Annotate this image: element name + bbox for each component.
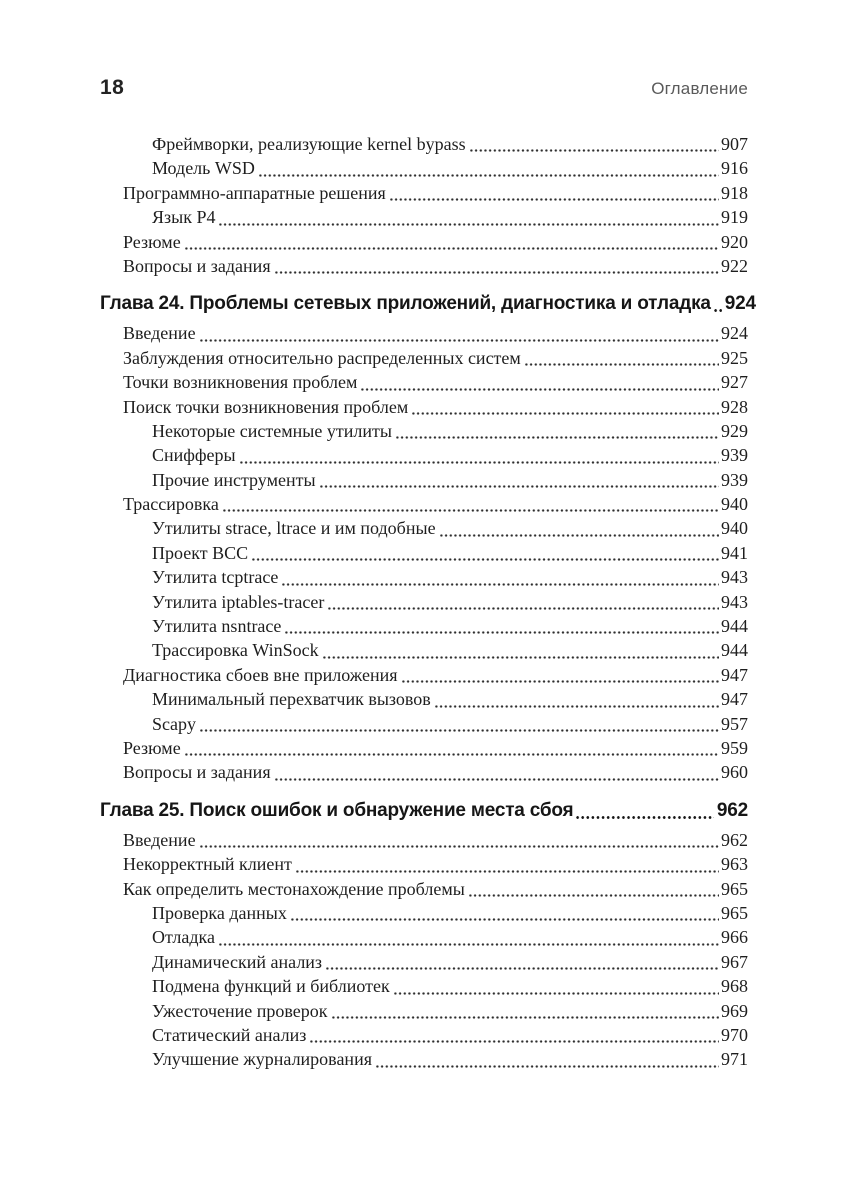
chapter-heading-label: Глава 25. Поиск ошибок и обнаружение места сбоя [100, 799, 574, 821]
dot-leader [392, 419, 721, 443]
toc-entry-label: Ужесточение проверок [152, 1000, 328, 1021]
dot-leader [328, 999, 721, 1023]
toc-entry-page: 907 [721, 134, 748, 154]
dot-leader [319, 638, 721, 662]
dot-leader [711, 290, 725, 317]
toc-entry-label: Scapy [152, 713, 196, 734]
toc-entry-page: 929 [721, 420, 748, 441]
toc-entry-label: Диагностика сбоев вне приложения [123, 664, 398, 685]
dot-leader [219, 492, 721, 516]
toc-entry-label: Фреймворки, реализующие kernel bypass [152, 134, 466, 154]
chapter-heading [100, 290, 756, 317]
toc-entry-page: 925 [721, 347, 748, 368]
toc-entry-label: Заблуждения относительно распределенных систем [123, 347, 521, 368]
toc-entry-page: 963 [721, 854, 748, 875]
dot-leader [196, 321, 721, 345]
page-number: 18 [100, 76, 125, 99]
toc-entry-page: 943 [721, 567, 748, 588]
dot-leader [255, 156, 721, 180]
toc-entry [100, 541, 748, 565]
toc-entry [100, 1047, 748, 1071]
toc-entry-page: 944 [721, 616, 748, 637]
toc-entry [100, 828, 748, 852]
toc-entry [100, 760, 748, 784]
chapter-heading-label: Глава 24. Проблемы сетевых приложений, диагностика и отладка [100, 293, 711, 315]
toc-entry-label: Введение [123, 323, 196, 344]
dot-leader [408, 395, 721, 419]
toc-entry-page: 970 [721, 1024, 748, 1045]
toc-entry-page: 962 [721, 829, 748, 850]
dot-leader [466, 132, 721, 156]
dot-leader [292, 852, 721, 876]
toc-entry-label: Как определить местонахождение проблемы [123, 878, 465, 899]
chapter-heading-page: 924 [724, 293, 756, 315]
dot-leader [431, 687, 721, 711]
toc-entry-page: 941 [721, 542, 748, 563]
dot-leader [181, 736, 721, 760]
toc-entry-label: Вопросы и задания [123, 255, 271, 276]
toc-entry-label: Прочие инструменты [152, 469, 316, 490]
toc-entry-label: Динамический анализ [152, 951, 323, 972]
toc-entry-page: 918 [721, 182, 748, 203]
dot-leader [215, 925, 721, 949]
toc-entry [100, 230, 748, 254]
toc-entry [100, 156, 748, 180]
toc-entry-page: 928 [721, 396, 748, 417]
toc-entry-label: Улучшение журналирования [152, 1049, 372, 1070]
toc-entry [100, 925, 748, 949]
toc-entry [100, 132, 748, 156]
toc-entry-label: Точки возникновения проблем [123, 372, 358, 393]
toc-entry-page: 966 [721, 927, 748, 948]
toc-entry [100, 370, 748, 394]
chapter-heading [100, 797, 748, 824]
toc-entry-label: Программно-аппаратные решения [123, 182, 386, 203]
dot-leader [324, 590, 721, 614]
toc-entry [100, 443, 748, 467]
toc-entry-label: Статический анализ [152, 1024, 307, 1045]
toc-entry-label: Снифферы [152, 445, 236, 466]
toc-entry-label: Некорректный клиент [123, 854, 292, 875]
toc-entry [100, 346, 748, 370]
toc-entry [100, 663, 748, 687]
toc-entry-label: Язык P4 [152, 207, 216, 228]
toc-list [100, 132, 756, 1072]
toc-entry [100, 974, 748, 998]
dot-leader [398, 663, 721, 687]
dot-leader [181, 230, 721, 254]
toc-entry [100, 181, 748, 205]
dot-leader [306, 1023, 721, 1047]
toc-entry [100, 999, 748, 1023]
toc-entry-page: 965 [721, 902, 748, 923]
toc-entry-page: 939 [721, 445, 748, 466]
toc-entry-page: 969 [721, 1000, 748, 1021]
toc-entry-label: Проект BCC [152, 542, 249, 563]
toc-entry [100, 395, 748, 419]
toc-entry-label: Трассировка [123, 494, 219, 515]
toc-entry [100, 736, 748, 760]
dot-leader [357, 370, 721, 394]
toc-entry-page: 960 [721, 762, 748, 783]
dot-leader [281, 614, 721, 638]
dot-leader [278, 565, 721, 589]
toc-entry-label: Минимальный перехватчик вызовов [152, 689, 431, 710]
toc-entry-label: Модель WSD [152, 158, 255, 179]
toc-entry-label: Подмена функций и библиотек [152, 976, 390, 997]
toc-entry-label: Резюме [123, 737, 181, 758]
toc-entry-label: Некоторые системные утилиты [152, 420, 392, 441]
toc-entry [100, 687, 748, 711]
toc-entry-page: 939 [721, 469, 748, 490]
running-title: Оглавление [651, 79, 748, 98]
toc-entry-page: 940 [721, 518, 748, 539]
toc-entry [100, 419, 748, 443]
toc-entry-label: Утилита tcptrace [152, 567, 279, 588]
dot-leader [215, 205, 721, 229]
toc-entry-label: Введение [123, 829, 196, 850]
dot-leader [316, 468, 721, 492]
toc-entry-label: Утилита nsntrace [152, 616, 282, 637]
dot-leader [271, 254, 721, 278]
toc-entry-page: 968 [721, 976, 748, 997]
toc-entry [100, 877, 748, 901]
toc-entry-label: Вопросы и задания [123, 762, 271, 783]
toc-entry [100, 321, 748, 345]
dot-leader [573, 797, 716, 824]
toc-entry [100, 516, 748, 540]
toc-entry [100, 712, 748, 736]
toc-entry-page: 947 [721, 664, 748, 685]
toc-entry-page: 920 [721, 231, 748, 252]
toc-entry-label: Отладка [152, 927, 216, 948]
toc-entry [100, 492, 748, 516]
toc-entry [100, 852, 748, 876]
toc-entry-page: 927 [721, 372, 748, 393]
dot-leader [287, 901, 721, 925]
toc-entry-page: 967 [721, 951, 748, 972]
dot-leader [386, 181, 721, 205]
dot-leader [465, 877, 721, 901]
toc-entry [100, 1023, 748, 1047]
toc-entry-page: 971 [721, 1049, 748, 1070]
toc-entry-label: Поиск точки возникновения проблем [123, 396, 409, 417]
toc-entry-label: Утилита iptables-tracer [152, 591, 325, 612]
toc-entry-page: 916 [721, 158, 748, 179]
dot-leader [248, 541, 721, 565]
toc-entry [100, 638, 748, 662]
dot-leader [372, 1047, 721, 1071]
toc-entry [100, 901, 748, 925]
toc-entry-page: 957 [721, 713, 748, 734]
toc-entry-page: 943 [721, 591, 748, 612]
toc-entry-page: 919 [721, 207, 748, 228]
toc-entry [100, 950, 748, 974]
toc-entry-label: Трассировка WinSock [152, 640, 319, 661]
toc-entry [100, 565, 748, 589]
toc-entry-page: 947 [721, 689, 748, 710]
toc-entry-label: Резюме [123, 231, 181, 252]
dot-leader [196, 828, 721, 852]
dot-leader [196, 712, 721, 736]
running-header [100, 76, 748, 100]
toc-entry-page: 944 [721, 640, 748, 661]
toc-entry [100, 590, 748, 614]
toc-entry-page: 924 [721, 323, 748, 344]
toc-entry-label: Утилиты strace, ltrace и им подобные [152, 518, 436, 539]
toc-entry-page: 959 [721, 737, 748, 758]
toc-entry [100, 254, 748, 278]
dot-leader [436, 516, 721, 540]
dot-leader [521, 346, 721, 370]
dot-leader [390, 974, 721, 998]
toc-entry-label: Проверка данных [152, 902, 287, 923]
toc-entry [100, 614, 748, 638]
toc-entry [100, 468, 748, 492]
dot-leader [271, 760, 721, 784]
toc-entry-page: 922 [721, 255, 748, 276]
dot-leader [322, 950, 721, 974]
dot-leader [236, 443, 721, 467]
toc-entry-page: 940 [721, 494, 748, 515]
toc-entry [100, 205, 748, 229]
chapter-heading-page: 962 [716, 799, 748, 821]
toc-entry-page: 965 [721, 878, 748, 899]
